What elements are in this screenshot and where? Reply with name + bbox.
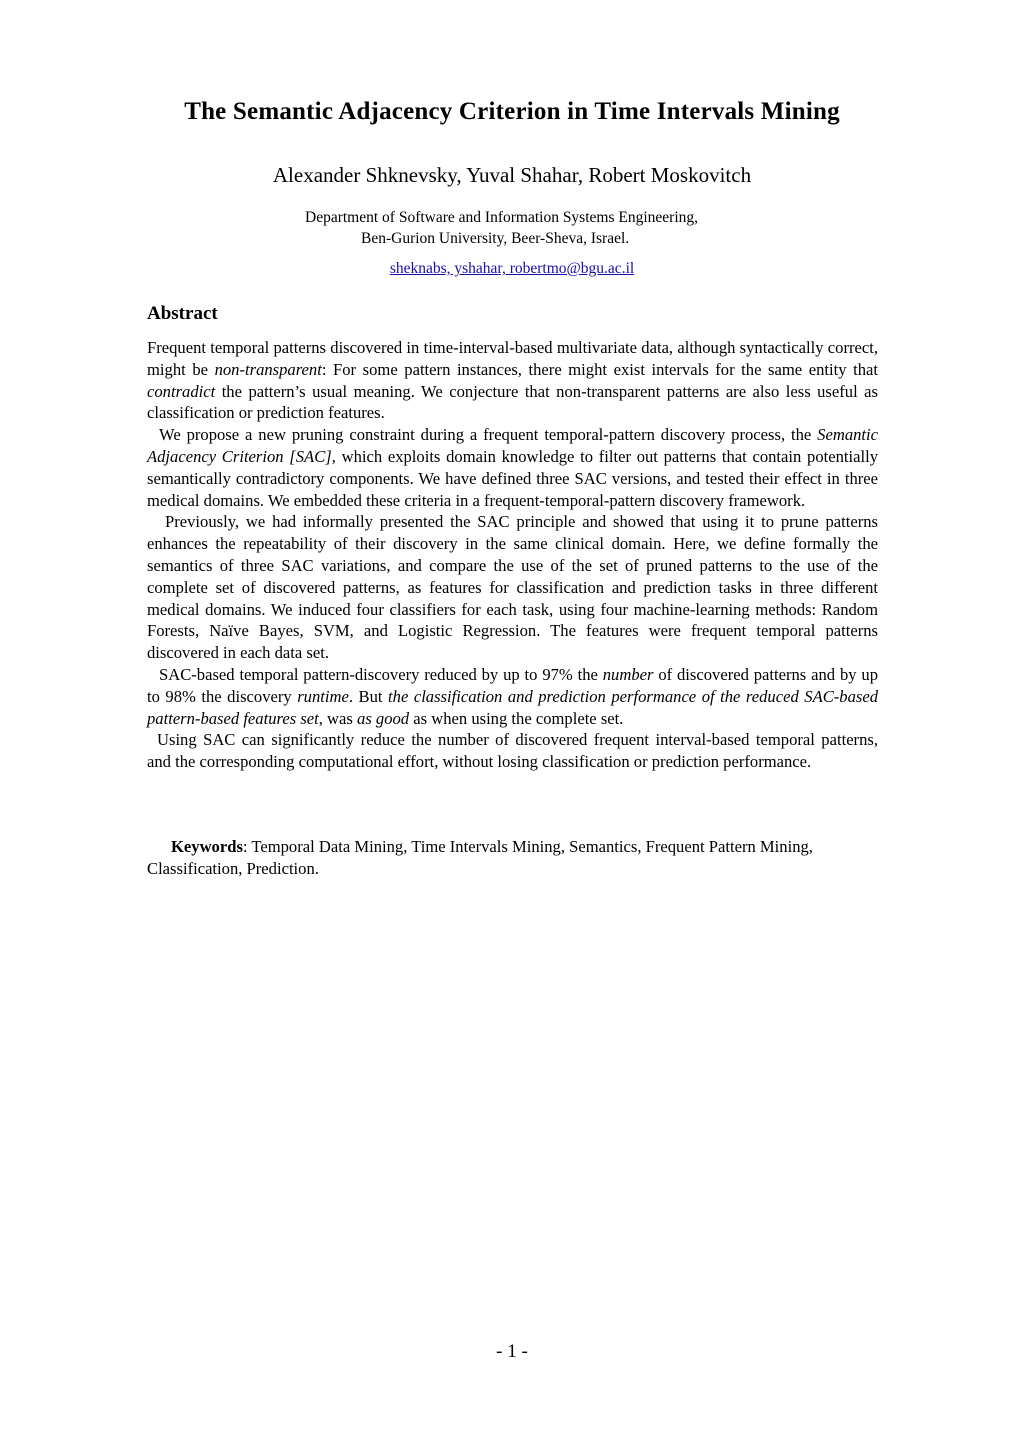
page-number: - 1 - xyxy=(496,1341,528,1362)
keywords-label: Keywords xyxy=(171,837,243,856)
keywords-text: : Temporal Data Mining, Time Intervals Mining, Semantics, Frequent Pattern Mining, Classification, Prediction. xyxy=(147,837,813,878)
abstract-paragraph-3: Previously, we had informally presented the SAC principle and showed that using it to prune patterns enhances the repeatability of their discovery in the same clinical domain. Here, we define formally the semantics of three SAC variations, and compare the use of the set of pruned patterns to the use of the complete set of discovered patterns, as features for classification and prediction tasks in three different medical domains. We induced four classifiers for each task, using four machine-learning methods: Random Forests, Naïve Bayes, SVM, and Logistic Regression. The features were frequent temporal patterns discovered in each data set. xyxy=(147,512,878,663)
abstract-paragraph-5: Using SAC can significantly reduce the number of discovered frequent interval-based temporal patterns, and the corresponding computational effort, without losing classification or prediction performance. xyxy=(147,730,878,772)
affiliation-line-1: Department of Software and Information Systems Engineering, xyxy=(305,209,698,226)
abstract-paragraph-1: Frequent temporal patterns discovered in time-interval-based multivariate data, although syntactically correct, might be non-transparent: For some pattern instances, there might exist intervals for the same entity that contradict the pattern’s usual meaning. We conjecture that non-transparent patterns are also less useful as classification or prediction features. xyxy=(147,338,878,423)
abstract-paragraph-4: SAC-based temporal pattern-discovery reduced by up to 97% the number of discovered patterns and by up to 98% the discovery runtime. But the classification and prediction performance of the reduced SAC-based pattern-based features set, was as good as when using the complete set. xyxy=(147,664,879,728)
keywords xyxy=(147,836,878,880)
paper-title: The Semantic Adjacency Criterion in Time Intervals Mining xyxy=(184,98,840,125)
affiliation-line-2: Ben-Gurion University, Beer-Sheva, Israel. xyxy=(361,230,630,247)
abstract-heading: Abstract xyxy=(147,303,218,324)
abstract-body xyxy=(147,337,878,773)
abstract-paragraph-2: We propose a new pruning constraint during a frequent temporal-pattern discovery process, the Semantic Adjacency Criterion [SAC], which exploits domain knowledge to filter out patterns that contain potentially semantically contradictory components. We have defined three SAC versions, and tested their effect in three medical domains. We embedded these criteria in a frequent-temporal-pattern discovery framework. xyxy=(147,425,878,510)
email-link[interactable]: sheknabs, yshahar, robertmo@bgu.ac.il xyxy=(389,260,635,277)
author-list: Alexander Shknevsky, Yuval Shahar, Robert Moskovitch xyxy=(272,163,752,187)
